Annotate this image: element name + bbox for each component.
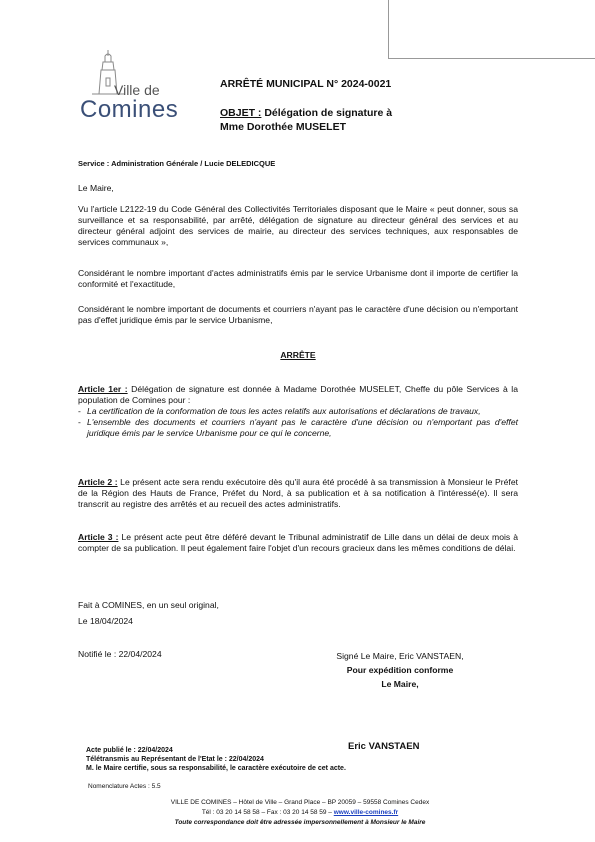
object-text: Délégation de signature à [261,107,393,119]
service-line: Service : Administration Générale / Lucie DELEDICQUE [78,159,276,168]
object-label: OBJET : [220,107,262,119]
expedition-line: Pour expédition conforme [346,665,454,675]
logo-comines-text: Comines [80,96,179,123]
object-line2: Mme Dorothée MUSELET [220,121,347,133]
footer-note: Toute correspondance doit être adressée impersonnellement à Monsieur le Maire [174,819,426,826]
article-3-label: Article 3 : [78,532,119,542]
publication-block [86,746,346,773]
footer-address: VILLE DE COMINES – Hôtel de Ville – Grand Place – BP 20059 – 59558 Comines Cedex [170,799,430,806]
logo-ville-text: Ville de [114,82,160,98]
article-1-text: Délégation de signature est donnée à Madame Dorothée MUSELET, Cheffe du pôle Services à la population de Comines pour : [78,384,518,405]
vu-paragraph: Vu l'article L2122-19 du Code Général des Collectivités Territoriales disposant que le Maire « peut donner, sous sa surveillance et sa responsabilité, par arrêté, délégation de signature au directeur général des services et au directeur général adjoint des services de mairie, au directeur des services techniques, aux responsables de services communaux », [78,204,518,247]
article-3 [78,532,518,554]
article-1-item: - L'ensemble des documents et courriers n'ayant pas le caractère d'une décision ou n'emportant pas d'effet juridique émis par le service Urbanisme pour ce qui le concerne, [78,417,518,438]
article-1-item: - La certification de la conformation de tous les actes relatifs aux autorisations et déclarations de travaux, [78,406,481,416]
city-logo [80,48,196,128]
considerant-paragraph-1: Considérant le nombre important d'actes administratifs émis par le service Urbanisme dont il importe de certifier la conformité et l'exactitude, [78,268,518,289]
article-2 [78,477,518,510]
arrete-heading: ARRÊTE [280,350,316,360]
fait-line: Fait à COMINES, en un seul original, [78,600,219,610]
article-1 [78,384,518,439]
decree-title: ARRÊTÉ MUNICIPAL N° 2024-0021 [220,78,392,90]
decree-object [220,106,392,134]
greeting: Le Maire, [78,183,114,193]
article-3-text: Le présent acte peut être déféré devant le Tribunal administratif de Lille dans un délai de deux mois à compter de sa publication. Il peut également faire l'objet d'un recours gracieux dans les mêmes conditions de délai. [78,532,519,553]
signer-name: Eric VANSTAEN [348,741,420,752]
nomenclature-line: Nomenclature Actes : 5.5 [88,783,161,790]
certifie-line: M. le Maire certifie, sous sa responsabilité, le caractère exécutoire de cet acte. [86,765,346,772]
article-1-label: Article 1er : [78,384,128,394]
article-2-label: Article 2 : [78,477,118,487]
publie-line: Acte publié le : 22/04/2024 [86,747,173,754]
teletransmis-line: Télétransmis au Représentant de l'Etat le : 22/04/2024 [86,756,264,763]
maire-line: Le Maire, [381,679,419,689]
footer-contact: Tél : 03 20 14 58 58 – Fax : 03 20 14 58 59 – www.ville-comines.fr [201,809,399,816]
notifie-line: Notifié le : 22/04/2024 [78,649,162,659]
footer [60,798,540,828]
signe-line: Signé Le Maire, Eric VANSTAEN, [336,651,464,661]
article-2-text: Le présent acte sera rendu exécutoire dès qu'il aura été procédé à sa transmission à Monsieur le Préfet de la Région des Hauts de France, Préfet du Nord, à sa publication et à sa notification à l'intéressé(e). Il sera transcrit au registre des arrêtés et au recueil des actes administratifs. [78,477,518,509]
date-line: Le 18/04/2024 [78,616,133,626]
considerant-paragraph-2: Considérant le nombre important de documents et courriers n'ayant pas le caractère d'une décision ou n'emportant pas d'effet juridique émis par le service Urbanisme, [78,304,518,325]
website-link[interactable]: www.ville-comines.fr [333,809,399,816]
stamp-box [388,0,595,59]
signature-block [290,649,510,691]
